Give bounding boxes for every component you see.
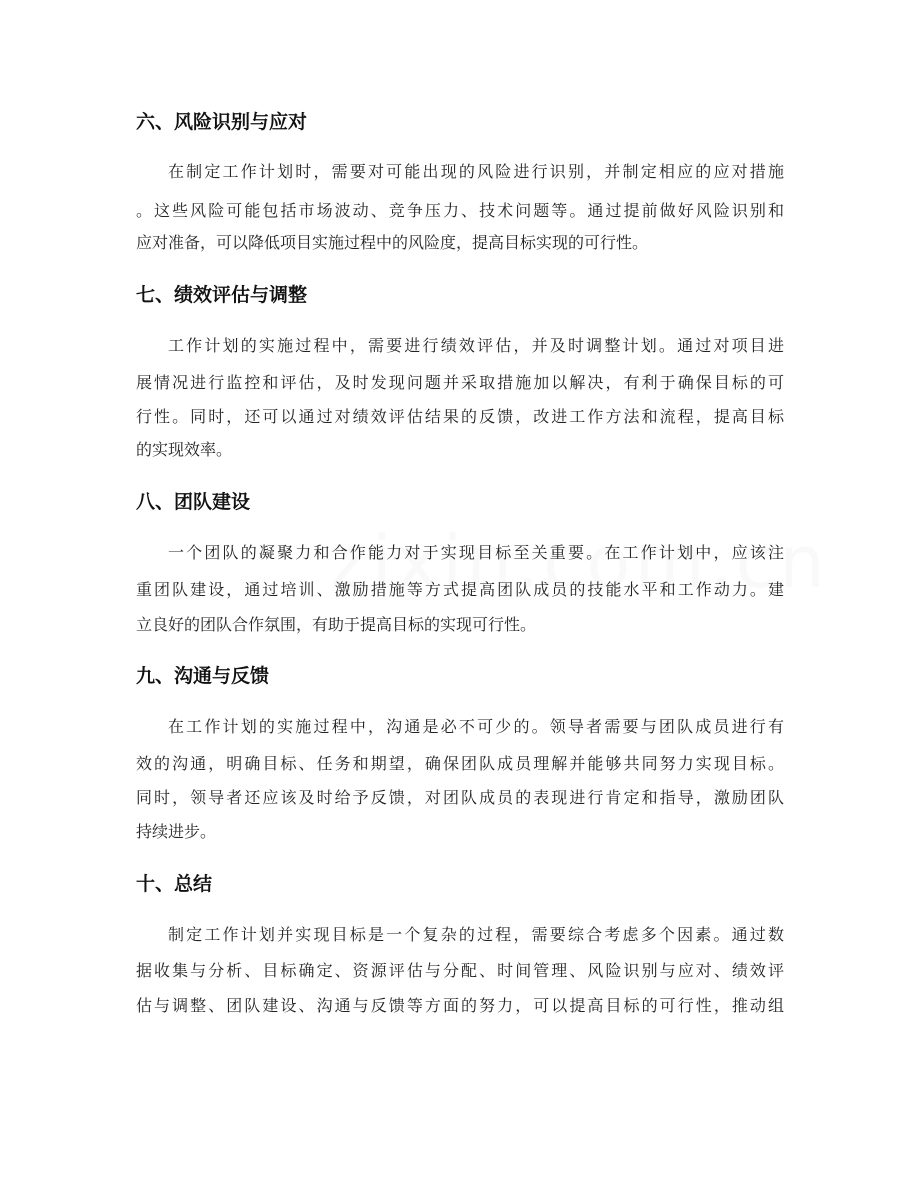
paragraph-line: 。这些风险可能包括市场波动、竞争压力、技术问题等。通过提前做好风险识别和 [136,201,784,220]
paragraph-line: 在工作计划的实施过程中，沟通是必不可少的。领导者需要与团队成员进行有 [168,717,784,736]
section-heading-risk: 六、风险识别与应对 [136,111,308,133]
paragraph-line: 持续进步。 [136,822,217,841]
section-heading-communication: 九、沟通与反馈 [136,665,270,687]
paragraph-line: 据收集与分析、目标确定、资源评估与分配、时间管理、风险识别与应对、绩效评 [136,961,784,980]
section-heading-team: 八、团队建设 [136,491,251,513]
section-heading-summary: 十、总结 [136,873,213,895]
paragraph-line: 展情况进行监控和评估，及时发现问题并采取措施加以解决，有利于确保目标的可 [136,373,784,392]
paragraph-line: 工作计划的实施过程中，需要进行绩效评估，并及时调整计划。通过对项目进 [168,336,784,355]
paragraph-line: 应对准备，可以降低项目实施过程中的风险度，提高目标实现的可行性。 [136,233,649,252]
paragraph-line: 的实现效率。 [136,440,233,459]
paragraph-line: 行性。同时，还可以通过对绩效评估结果的反馈，改进工作方法和流程，提高目标 [136,407,784,426]
section-heading-performance: 七、绩效评估与调整 [136,284,308,306]
paragraph-line: 一个团队的凝聚力和合作能力对于实现目标至关重要。在工作计划中，应该注 [168,543,784,562]
paragraph-line: 重团队建设，通过培训、激励措施等方式提高团队成员的技能水平和工作动力。建 [136,580,784,599]
paragraph-line: 同时，领导者还应该及时给予反馈，对团队成员的表现进行肯定和指导，激励团队 [136,788,784,807]
paragraph-line: 立良好的团队合作氛围，有助于提高目标的实现可行性。 [136,615,537,634]
paragraph-line: 在制定工作计划时，需要对可能出现的风险进行识别，并制定相应的应对措施 [168,162,784,181]
paragraph-line: 制定工作计划并实现目标是一个复杂的过程，需要综合考虑多个因素。通过数 [168,925,784,944]
paragraph-line: 估与调整、团队建设、沟通与反馈等方面的努力，可以提高目标的可行性，推动组 [136,996,784,1015]
paragraph-line: 效的沟通，明确目标、任务和期望，确保团队成员理解并能够共同努力实现目标。 [136,754,784,773]
